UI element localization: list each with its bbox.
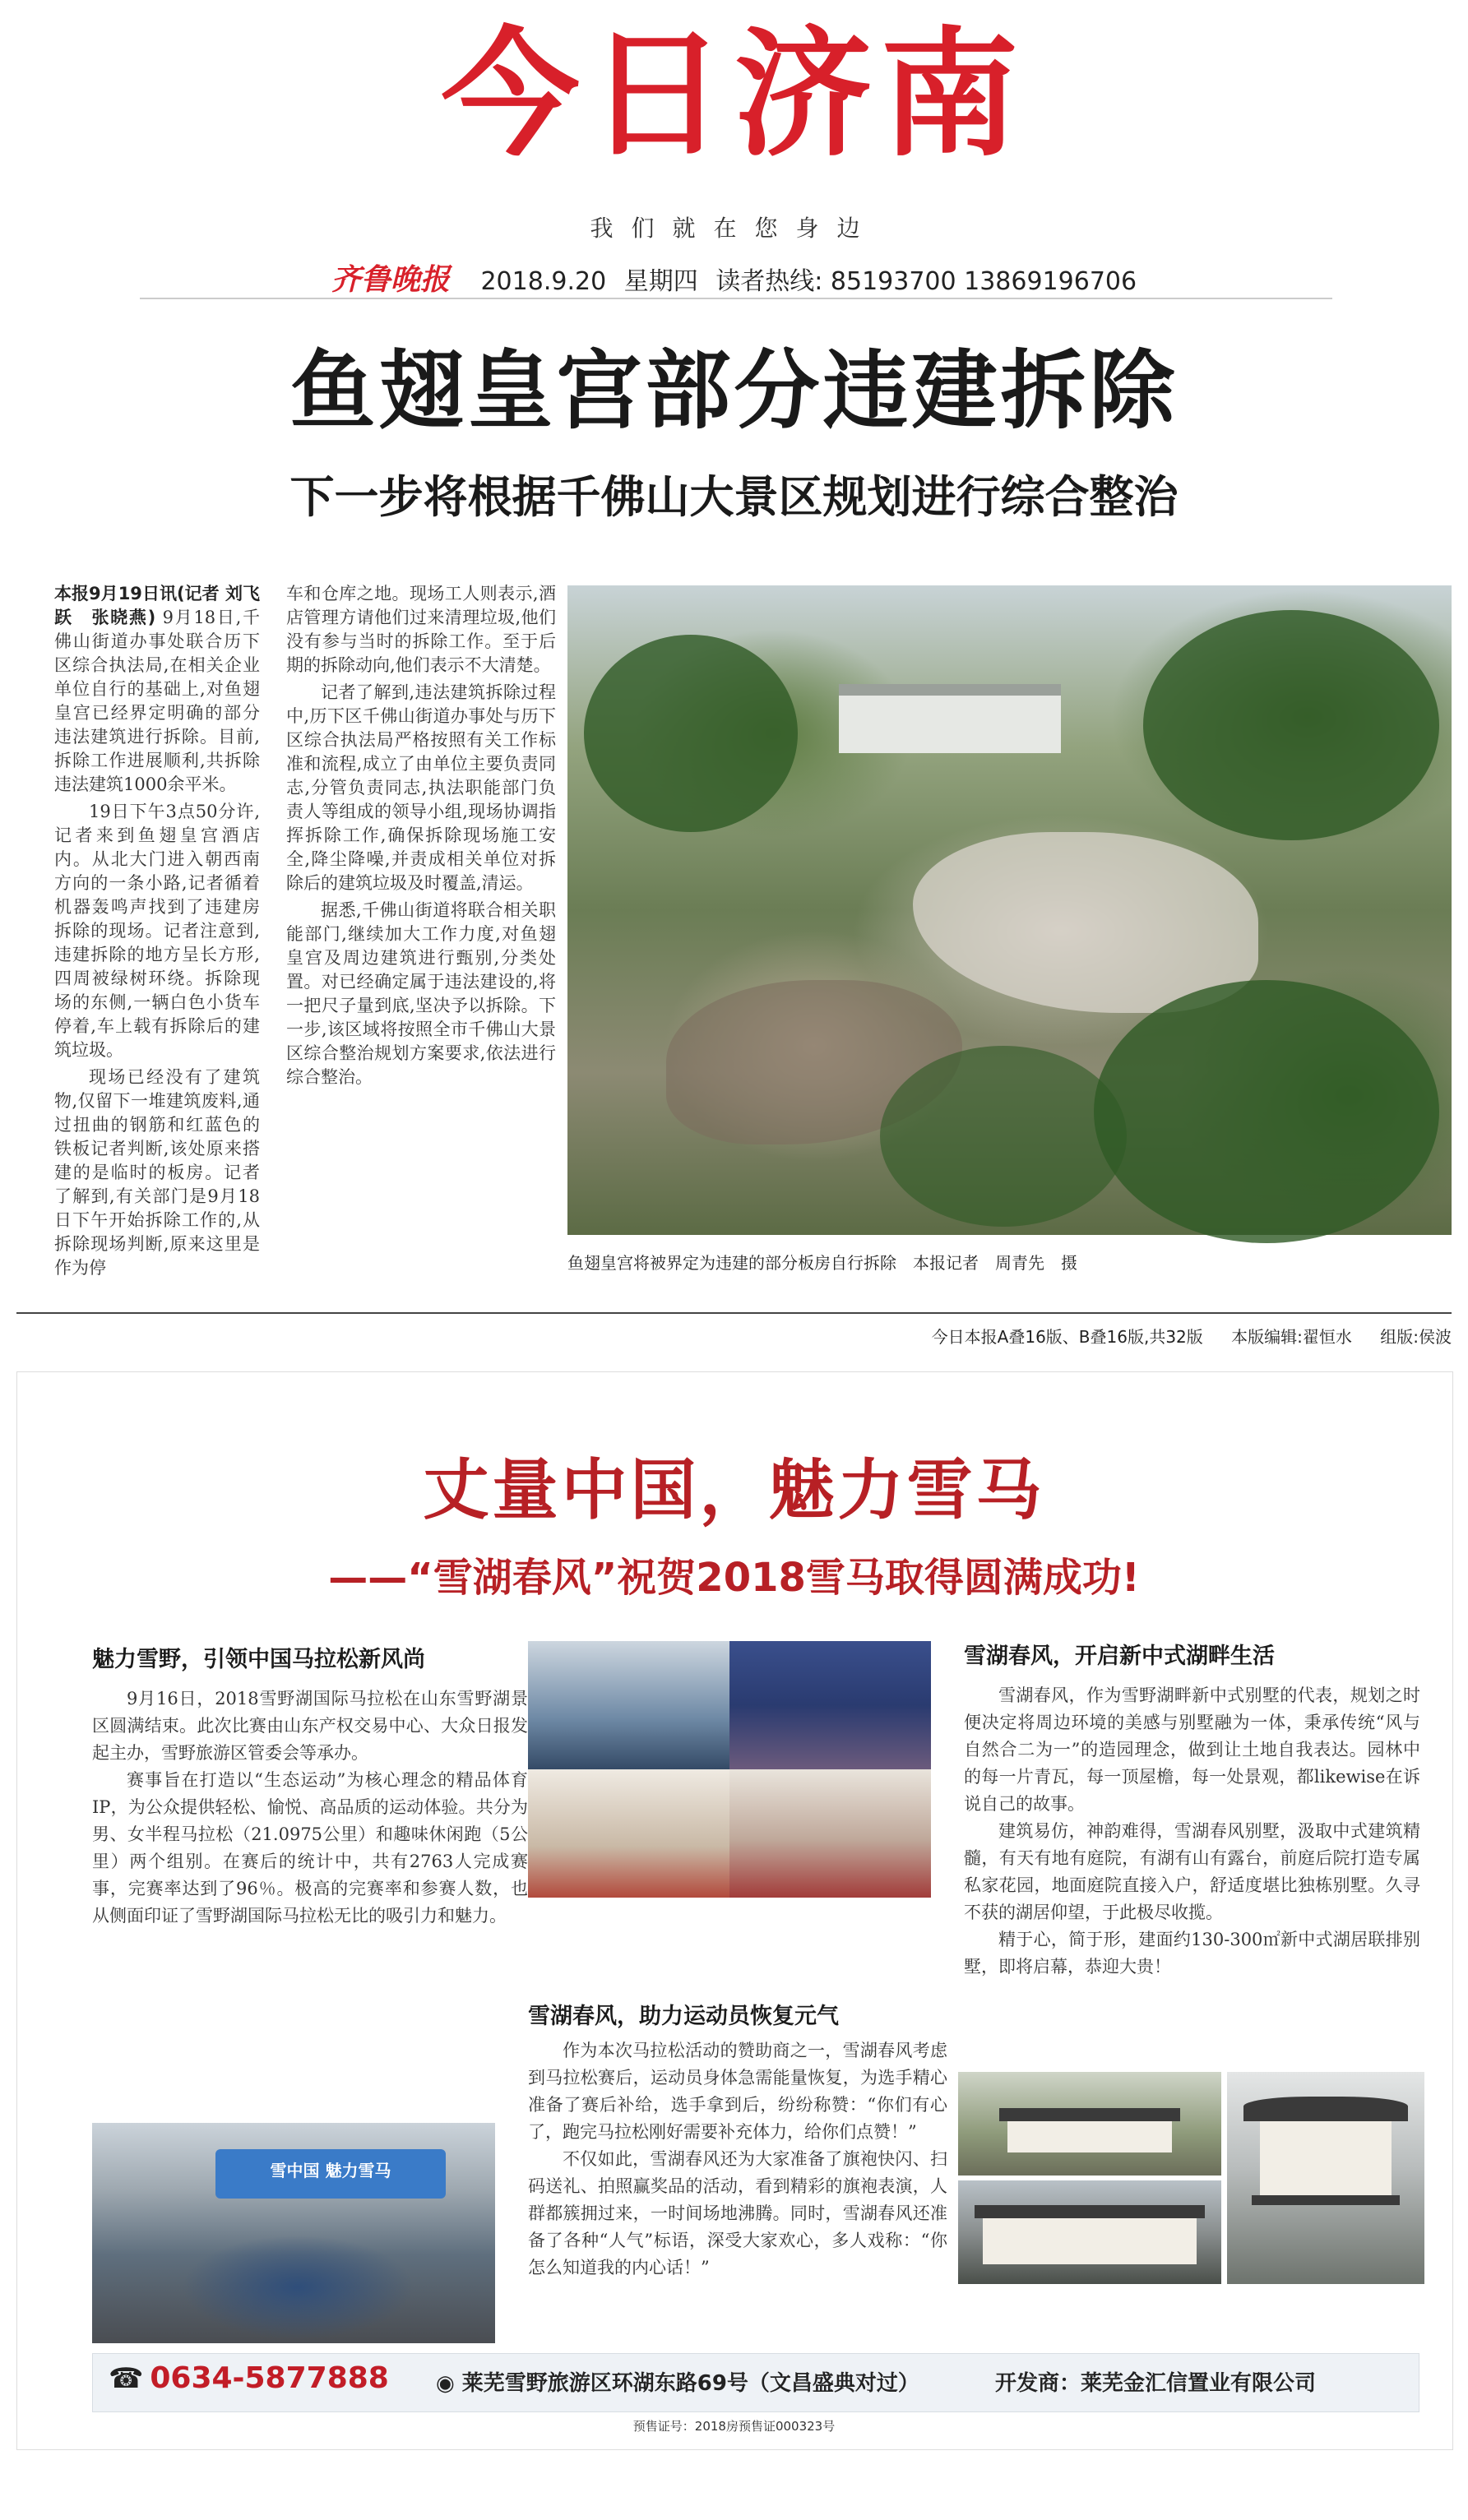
dateline (0, 257, 1468, 298)
ad-phone (109, 2361, 389, 2395)
photo-caption: 鱼翅皇宫将被界定为违建的部分板房自行拆除 本报记者 周青先 摄 (567, 1253, 1077, 1273)
article-photo (567, 585, 1452, 1235)
article-paragraph: 现场已经没有了建筑物,仅留下一堆建筑废料,通过扭曲的钢筋和红蓝色的铁板记者判断,该处原来搭建的是临时的板房。记者了解到,有关部门是9月18日下午开始拆除工作的,从拆除现场判断,原来这里是作为停 (54, 1067, 260, 1278)
ad-subtitle: ——“雪湖春风”祝贺2018雪马取得圆满成功! (328, 1555, 1140, 1601)
layout-credit: 组版:侯波 (1380, 1327, 1452, 1347)
ad-paragraph: 建筑易仿，神韵难得，雪湖春风别墅，汲取中式建筑精髓，有天有地有庭院，有湖有山有露台，前庭后院打造专属私家花园，地面庭院直接入户，舒适度堪比独栋别墅。久寻不获的湖居仰望，于此极尽收揽。 (964, 1821, 1420, 1922)
article-column-1 (54, 582, 260, 1297)
article-headline: 鱼翅皇宫部分违建拆除 (289, 340, 1179, 441)
photo-tree (1094, 980, 1439, 1243)
location-pin-icon: ◉ (436, 2371, 455, 2396)
villa-render-photo (958, 2072, 1221, 2176)
masthead-divider (140, 298, 1332, 299)
phone-icon: ☎ (109, 2362, 144, 2395)
ad-developer: 开发商：莱芜金汇信置业有限公司 (995, 2371, 1317, 2396)
article-paragraph: 19日下午3点50分许,记者来到鱼翅皇宫酒店内。从北大门进入朝西南方向的一条小路,记者循着机器轰鸣声找到了违建房拆除的现场。记者注意到,违建拆除的地方呈长方形,四周被绿树环绕。拆除现场的东侧,一辆白色小货车停着,车上载有拆除后的建筑垃圾。 (54, 802, 260, 1060)
ad-phone-number: 0634-5877888 (150, 2361, 389, 2395)
article-subheadline: 下一步将根据千佛山大景区规划进行综合整治 (289, 471, 1179, 523)
article-paragraph: 车和仓库之地。现场工人则表示,酒店管理方请他们过来清理垃圾,他们没有参与当时的拆除工作。至于后期的拆除动向,他们表示不大清楚。 (286, 584, 556, 675)
photo-tree (1143, 610, 1439, 840)
ad-paragraph: 作为本次马拉松活动的赞助商之一，雪湖春风考虑到马拉松赛后，运动员身体急需能量恢复，为选手精心准备了赛后补给，选手拿到后，纷纷称赞：“你们有心了，跑完马拉松刚好需要补充体力，给你们点赞！” (528, 2041, 947, 2142)
ad-paragraph: 9月16日，2018雪野湖国际马拉松在山东雪野湖景区圆满结束。此次比赛由山东产权交易中心、大众日报发起主办，雪野旅游区管委会等承办。 (92, 1689, 528, 1763)
collage-photo (528, 1769, 729, 1898)
villa-render-photo (1227, 2072, 1424, 2284)
article-paragraph: 据悉,千佛山街道将联合相关职能部门,继续加大工作力度,对鱼翅皇宫及周边建筑进行甄别,分类处置。对已经确定属于违法建设的,将一把尺子量到底,坚决予以拆除。下一步,该区域将按照全市千佛山大景区综合整治规划方案要求,依法进行综合整治。 (286, 900, 556, 1087)
reader-hotline: 读者热线: 85193700 13869196706 (715, 267, 1137, 296)
article-lead: 本报9月19日讯(记者 刘飞跃 张晓燕) (54, 584, 260, 627)
photo-tree (584, 635, 798, 832)
newspaper-brand: 齐鲁晚报 (331, 262, 450, 297)
ad-paragraph: 精于心，简于形，建面约130-300㎡新中式湖居联排别墅，即将启幕，恭迎大贵！ (964, 1930, 1420, 1977)
issue-date: 2018.9.20 (480, 267, 607, 296)
photo-building (839, 684, 1061, 753)
page-divider (16, 1312, 1452, 1314)
collage-photo (528, 1641, 729, 1769)
ad-event-collage (528, 1641, 931, 1898)
masthead-title: 今日济南 (441, 14, 1027, 175)
article-column-2 (286, 582, 556, 1297)
edition-info: 今日本报A叠16版、B叠16版,共32版 (931, 1327, 1203, 1347)
collage-photo (729, 1641, 931, 1769)
finish-arch-text: 雪中国 魅力雪马 (270, 2161, 391, 2180)
editor-credit: 本版编辑:翟恒水 (1231, 1327, 1352, 1347)
ad-section-heading: 雪湖春风，助力运动员恢复元气 (528, 2004, 839, 2029)
ad-section-heading: 雪湖春风，开启新中式湖畔生活 (964, 1644, 1275, 1669)
presale-permit: 预售证号：2018房预售证000323号 (632, 2419, 836, 2434)
photo-debris (913, 832, 1258, 1013)
ad-paragraph: 不仅如此，雪湖春风还为大家准备了旗袍快闪、扫码送礼、拍照赢奖品的活动，看到精彩的旗袍表演，人群都簇拥过来，一时间场地沸腾。同时，雪湖春风还准备了各种“人气”标语，深受大家欢心，多人戏称：“你怎么知道我的内心话！” (528, 2149, 947, 2277)
ad-paragraph: 雪湖春风，作为雪野湖畔新中式别墅的代表，规划之时便决定将周边环境的美感与别墅融为一体，秉承传统“风与自然合二为一”的造园理念，做到让土地自我表达。园林中的每一片青瓦，每一顶屋檐，每一处景观，都likewise在诉说自己的故事。 (964, 1685, 1420, 1814)
article-paragraph: 记者了解到,违法建筑拆除过程中,历下区千佛山街道办事处与历下区综合执法局严格按照有关工作标准和流程,成立了由单位主要负责同志,分管负责同志,执法职能部门负责人等组成的领导小组,现场协调指挥拆除工作,确保拆除现场施工安全,降尘降噪,并责成相关单位对拆除后的建筑垃圾及时覆盖,清运。 (286, 682, 556, 893)
photo-tree (880, 1046, 1127, 1227)
page-footer (16, 1324, 1452, 1348)
article-paragraph: 本报9月19日讯(记者 刘飞跃 张晓燕) 9月18日,千佛山街道办事处联合历下区综合执法局,在相关企业单位自行的基础上,对鱼翅皇宫已经界定明确的部分违法建筑进行拆除。目前,拆除工作进展顺利,共拆除违法建筑1000余平米。 (54, 584, 260, 794)
collage-photo (729, 1769, 931, 1898)
ad-title: 丈量中国，魅力雪马 (423, 1452, 1045, 1528)
ad-section-text (964, 1682, 1420, 2011)
marathon-photo (92, 2123, 495, 2343)
masthead-slogan: 我们就在您身边 (590, 215, 878, 242)
issue-weekday: 星期四 (623, 267, 698, 296)
villa-render-photo (958, 2180, 1221, 2284)
ad-address: ◉ 莱芜雪野旅游区环湖东路69号（文昌盛典对过） (436, 2371, 919, 2396)
ad-section-text (92, 1685, 528, 2072)
ad-section-heading: 魅力雪野，引领中国马拉松新风尚 (92, 1647, 425, 1672)
ad-paragraph: 赛事旨在打造以“生态运动”为核心理念的精品体育IP，为公众提供轻松、愉悦、高品质的运动体验。共分为男、女半程马拉松（21.0975公里）和趣味休闲跑（5公里）两个组别。在赛后的统计中，共有2763人完成赛事，完赛率达到了96％。极高的完赛率和参赛人数，也从侧面印证了雪野湖国际马拉松无比的吸引力和魅力。 (92, 1770, 528, 1926)
